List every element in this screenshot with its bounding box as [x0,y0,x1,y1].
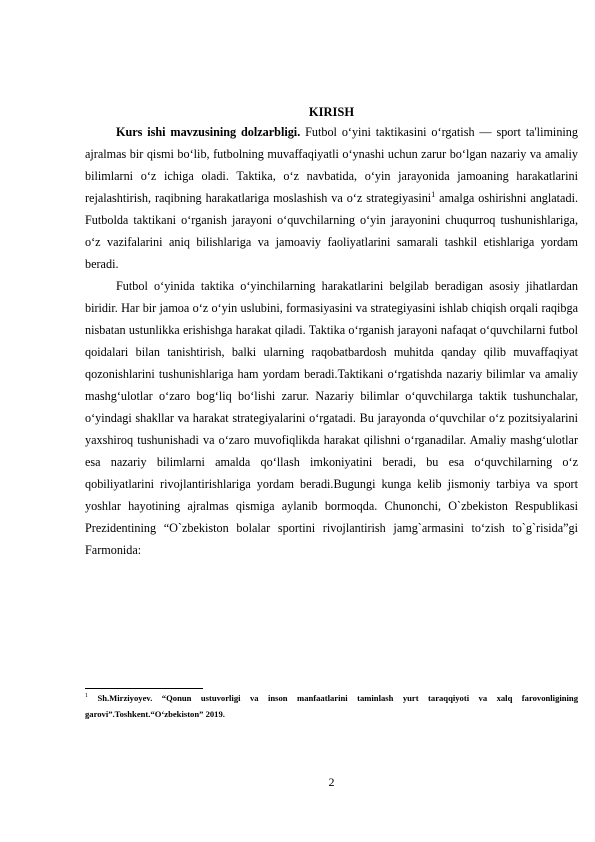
body-text [85,121,578,561]
paragraph-1-text-b: amalga oshirishni anglatadi. Futbolda taktikani o‘rganish jarayoni o‘quvchilarning o‘yin jarayonini chuqurroq tushunishlariga, o‘z vazifalarini aniq bilishlariga va jamoaviy faoliyatlarini samarali tashkil etishlariga yordam beradi. [85,191,578,271]
footnote-number: 1 [85,693,88,700]
section-lead: Kurs ishi mavzusining dolzarbligi. [116,125,301,139]
footnote-divider [85,688,203,689]
paragraph-1 [85,121,578,275]
footnote-text: Sh.Mirziyoyev. “Qonun ustuvorligi va inson manfaatlarini taminlash yurt taraqqiyoti va xalq farovonligining garovi”.Toshkent.“O‘zbekiston” 2019. [85,693,578,719]
page-title: KIRISH [308,105,355,119]
paragraph-2: Futbol o‘yinida taktika o‘yinchilarning harakatlarini belgilab beradigan asosiy jihatlardan biridir. Har bir jamoa o‘z o‘yin uslubini, formasiyasini va strategiyasini ishlab chiqish orqali raqibga nisbatan ustunlikka erishishga harakat qiladi. Taktika o‘rganish jarayoni nafaqat o‘quvchilarni futbol qoidalari bilan tanishtirish, balki ularning raqobatbardosh muhitda qanday qilib muvaffaqiyat qozonishlarini tushunishlariga ham yordam beradi.Taktikani o‘rgatishda nazariy bilimlar va amaliy mashg‘ulotlar o‘zaro bog‘liq bo‘lishi zarur. Nazariy bilimlar o‘quvchilarga taktik tushunchalar, o‘yindagi shakllar va harakat strategiyalarini o‘rgatadi. Bu jarayonda o‘quvchilar o‘z pozitsiyalarini yaxshiroq tushunishadi va o‘zaro muvofiqlikda harakat qilishni o‘rganadilar. Amaliy mashg‘ulotlar esa nazariy bilimlarni amalda qo‘llash imkoniyatini beradi, bu esa o‘quvchilarning o‘z qobiliyatlarini rivojlantirishlariga yordam beradi.Bugungi kunga kelib jismoniy tarbiya va sport yoshlar hayotining ajralmas qismiga aylanib bormoqda. Chunonchi, O`zbekiston Respublikasi Prezidentining “O`zbekiston bolalar sportini rivojlantirish jamg`armasini to‘zish to`g`risida”gi Farmonida: [85,279,578,557]
page-number: 2 [328,775,335,789]
paragraph-1-text-a: Futbol o‘yini taktikasini o‘rgatish — sport ta'limining ajralmas bir qismi bo‘lib, futbolning muvaffaqiyatli o‘ynashi uchun zarur bo‘lgan nazariy va amaliy bilimlarni o‘z ichiga oladi. Taktika, o‘z navbatida, o‘yin jarayonida jamoaning harakatlarini rejalashtirish, raqibning harakatlariga moslashish va o‘z strategiyasini [85,125,578,205]
footnote [85,690,578,722]
footnote-reference[interactable]: 1 [431,189,436,199]
